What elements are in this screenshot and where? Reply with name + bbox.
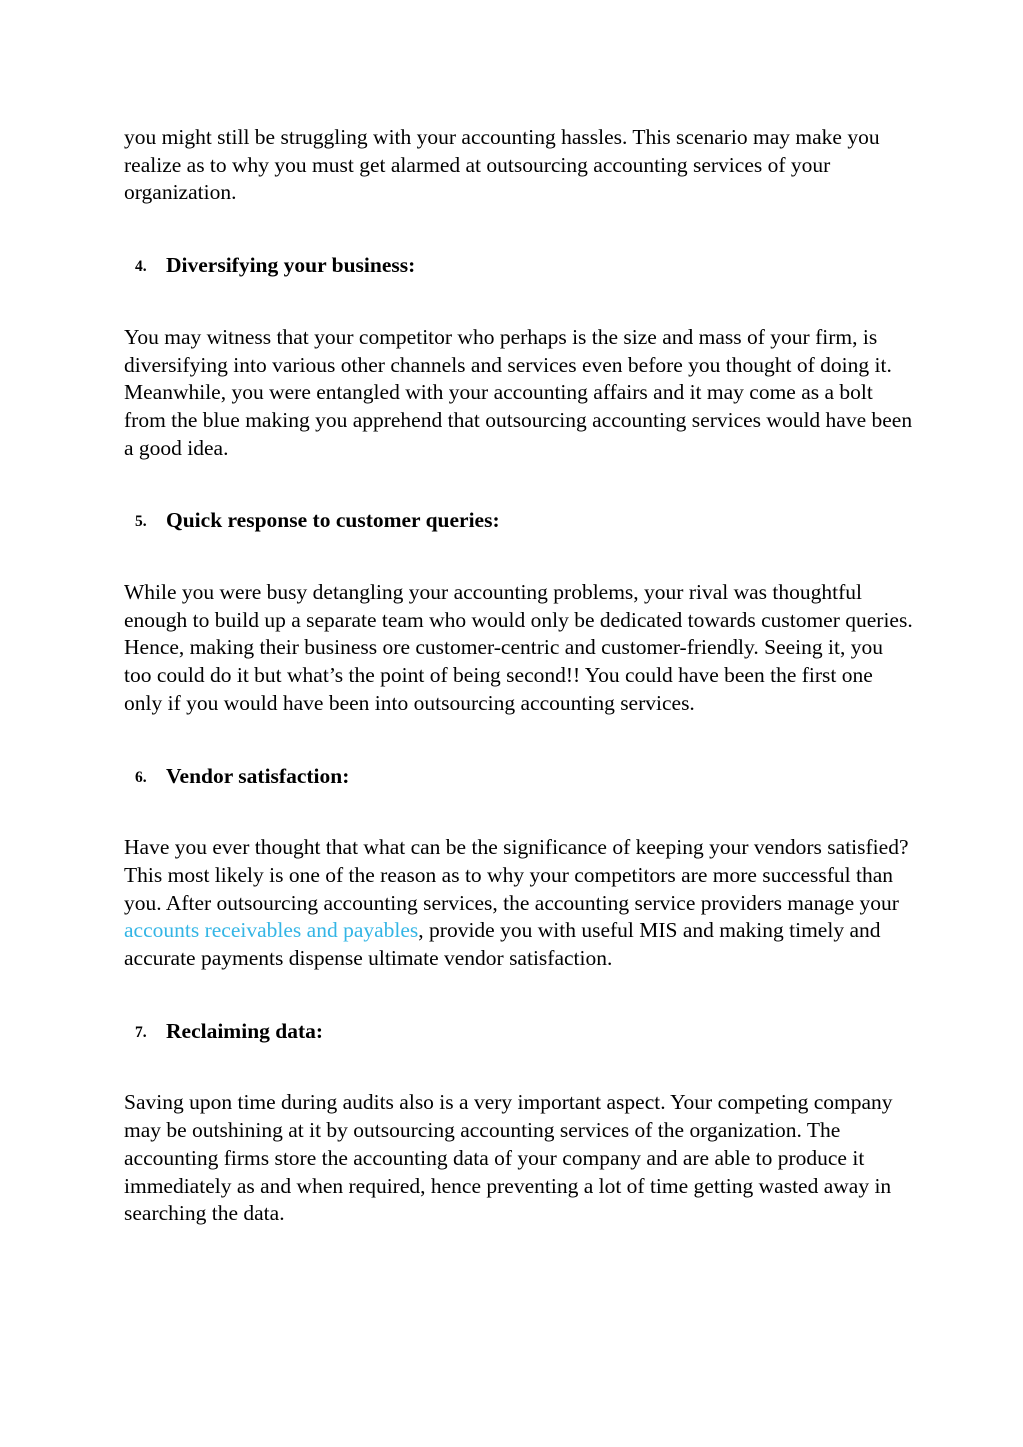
body-text-before-link: Have you ever thought that what can be the significance of keeping your vendors satisfied? This most likely is one of the reason as to why your competitors are more successful than you. After outsourcing accounting services, the accounting service providers manage your [124,835,909,915]
section-heading-diversifying [124,252,914,280]
section-title: Reclaiming data: [166,1018,324,1043]
section-title: Vendor satisfaction: [166,763,350,788]
document-page [124,124,914,1228]
section-title: Diversifying your business: [166,253,416,278]
section-body-diversifying: You may witness that your competitor who perhaps is the size and mass of your firm, is diversifying into various other channels and services even before you thought of doing it. Meanwhile, you were entangled with your accounting affairs and it may come as a bolt from the blue making you apprehend that outsourcing accounting services would have been a good idea. [124,324,913,460]
section-number: 7. [135,1023,147,1041]
section-body-reclaiming-data: Saving upon time during audits also is a very important aspect. Your competing company may be outshining at it by outsourcing accounting services of the organization. The accounting firms store the accounting data of your company and are able to produce it immediately as and when required, hence preventing a lot of time getting wasted away in searching the data. [124,1090,893,1226]
section-title: Quick response to customer queries: [166,508,500,533]
section-number: 6. [135,768,147,786]
intro-paragraph: you might still be struggling with your accounting hassles. This scenario may make you realize as to why you must get alarmed at outsourcing accounting services of your organization. [124,125,880,205]
accounts-receivables-payables-link[interactable]: accounts receivables and payables [124,918,419,943]
section-heading-vendor-satisfaction [124,763,914,791]
section-body-vendor-satisfaction [124,834,914,973]
section-heading-quick-response [124,507,914,535]
section-heading-reclaiming-data [124,1018,914,1046]
section-number: 5. [135,513,147,531]
body-text-after-link: , provide you with useful MIS and making timely and accurate payments dispense ultimate vendor satisfaction. [124,918,881,971]
section-body-quick-response: While you were busy detangling your accounting problems, your rival was thoughtful enough to build up a separate team who would only be dedicated towards customer queries. Hence, making their business ore customer-centric and customer-friendly. Seeing it, you too could do it but what’s the point of being second!! You could have been the first one only if you would have been into outsourcing accounting services. [124,580,913,715]
section-number: 4. [135,258,147,276]
